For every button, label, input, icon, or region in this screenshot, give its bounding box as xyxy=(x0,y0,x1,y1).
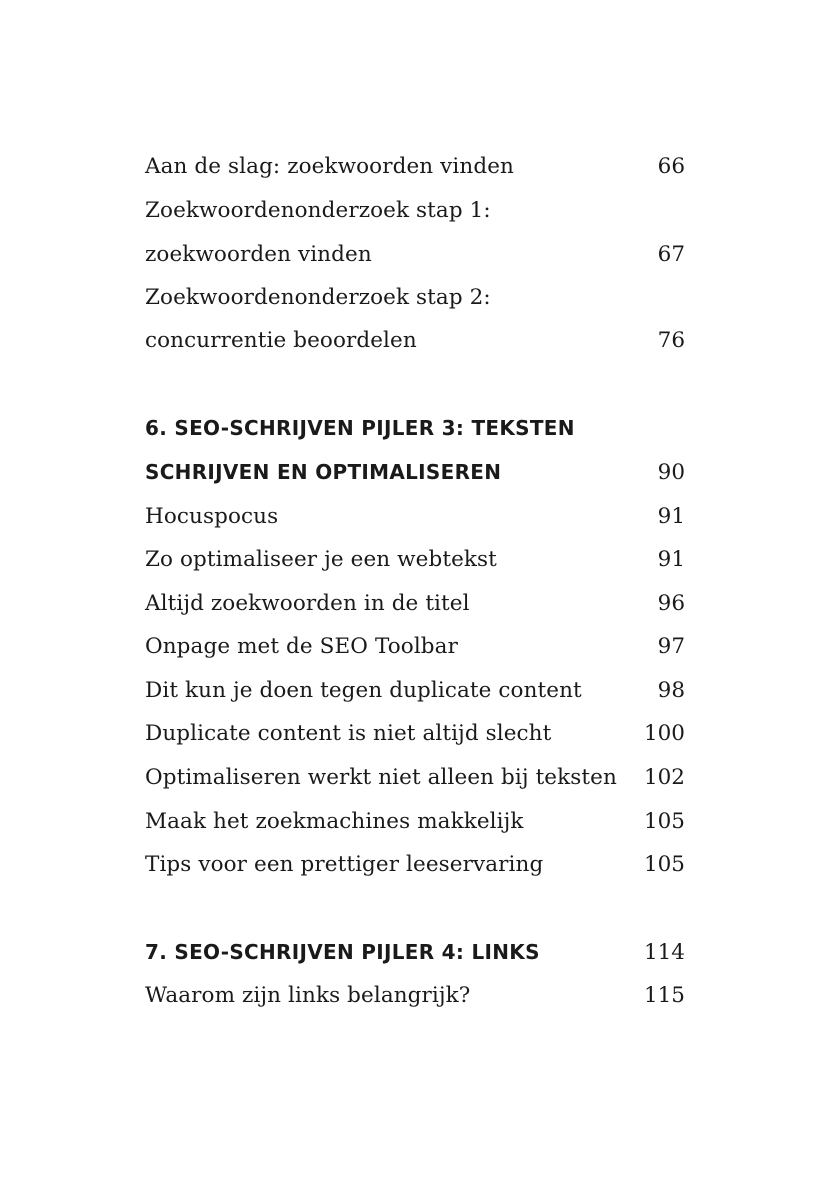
toc-entry-page: 102 xyxy=(643,764,685,790)
toc-entry-title: Zo optimaliseer je een webtekst xyxy=(145,546,497,572)
toc-entry-page: 105 xyxy=(643,808,685,834)
toc-entry-page: 115 xyxy=(643,982,685,1008)
toc-entry xyxy=(145,277,685,317)
toc-entry-page: 91 xyxy=(657,503,685,529)
toc-entry-page: 105 xyxy=(643,851,685,877)
toc-entry xyxy=(145,190,685,230)
toc-entry-page: 76 xyxy=(657,327,685,353)
toc-entry-title: Duplicate content is niet altijd slecht xyxy=(145,720,552,746)
toc-entry-page: 100 xyxy=(643,720,685,746)
toc-entry-page: 66 xyxy=(657,153,685,179)
toc-entry-page: 91 xyxy=(657,546,685,572)
toc-chapter-heading xyxy=(145,932,685,972)
toc-entry-title: Maak het zoekmachines makkelijk xyxy=(145,808,524,834)
toc-entry-title: Zoekwoordenonderzoek stap 2: xyxy=(145,284,491,310)
toc-entry xyxy=(145,539,685,579)
toc-entry-title: Tips voor een prettiger leeservaring xyxy=(145,851,544,877)
toc-entry xyxy=(145,757,685,797)
toc-entry xyxy=(145,670,685,710)
toc-entry xyxy=(145,801,685,841)
toc-chapter-heading xyxy=(145,408,685,448)
toc-entry-title: Waarom zijn links belangrijk? xyxy=(145,982,471,1008)
toc-entry-title: concurrentie beoordelen xyxy=(145,327,417,353)
toc-chapter-title: 7. SEO-SCHRIJVEN PIJLER 4: LINKS xyxy=(145,940,540,964)
toc-entry xyxy=(145,320,685,360)
toc-entry xyxy=(145,583,685,623)
toc-entry-title: Optimaliseren werkt niet alleen bij teksten xyxy=(145,764,617,790)
toc-entry xyxy=(145,496,685,536)
toc-entry-title: zoekwoorden vinden xyxy=(145,241,372,267)
toc-entry-page: 96 xyxy=(657,590,685,616)
toc-entry xyxy=(145,713,685,753)
toc-entry-page: 98 xyxy=(657,677,685,703)
toc-entry xyxy=(145,975,685,1015)
toc-entry-page: 114 xyxy=(643,939,685,965)
toc-entry-page: 97 xyxy=(657,633,685,659)
toc-entry-title: Hocuspocus xyxy=(145,503,279,529)
toc-chapter-heading xyxy=(145,452,685,492)
toc-entry-title: Onpage met de SEO Toolbar xyxy=(145,633,458,659)
toc-entry xyxy=(145,146,685,186)
toc-entry-title: Dit kun je doen tegen duplicate content xyxy=(145,677,582,703)
toc-entry xyxy=(145,844,685,884)
toc-entry-title: Zoekwoordenonderzoek stap 1: xyxy=(145,197,491,223)
toc-entry xyxy=(145,626,685,666)
toc-entry-page: 90 xyxy=(657,459,685,485)
toc-chapter-title: SCHRIJVEN EN OPTIMALISEREN xyxy=(145,460,502,484)
toc-entry-title: Altijd zoekwoorden in de titel xyxy=(145,590,470,616)
toc-entry-page: 67 xyxy=(657,241,685,267)
toc-entry xyxy=(145,234,685,274)
toc-chapter-title: 6. SEO-SCHRIJVEN PIJLER 3: TEKSTEN xyxy=(145,416,575,440)
toc-entry-title: Aan de slag: zoekwoorden vinden xyxy=(145,153,514,179)
